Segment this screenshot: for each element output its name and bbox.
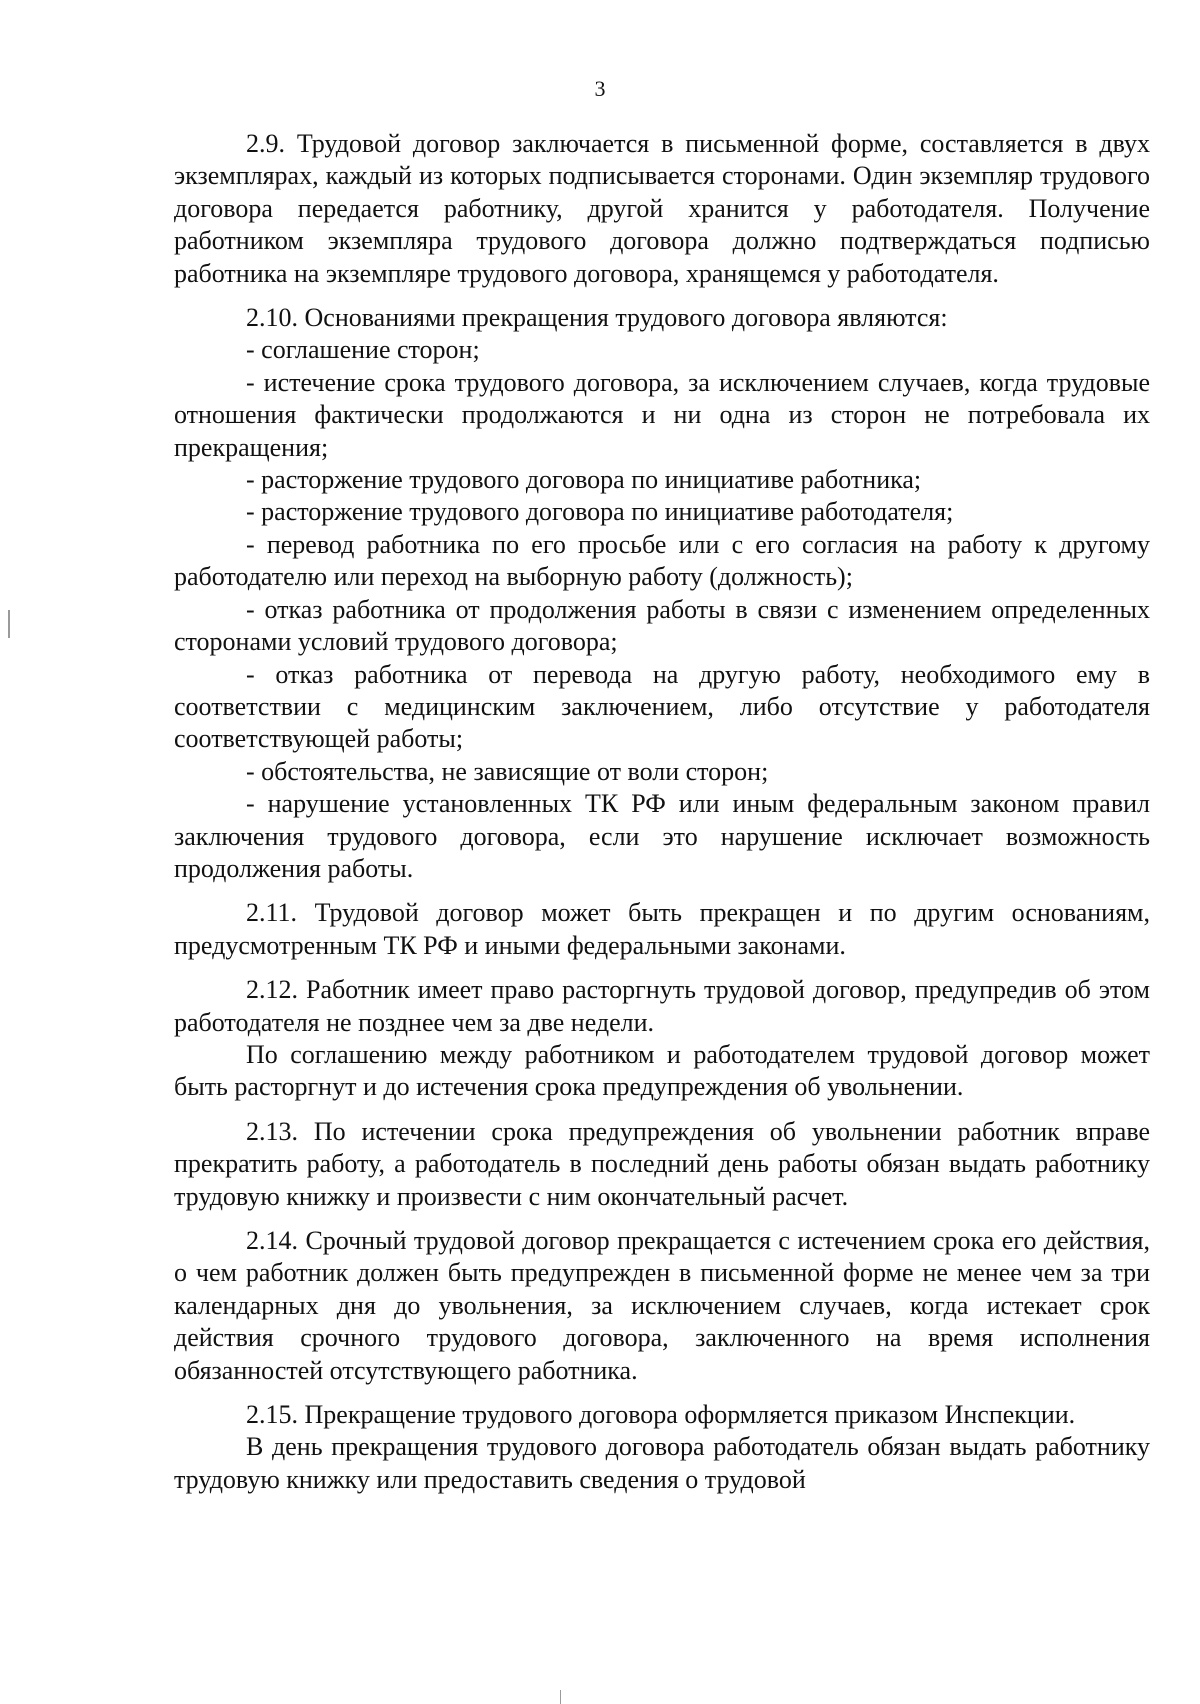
list-item: - перевод работника по его просьбе или с его согласия на работу к другому работодателю или переход на выборную работу (должность); [174, 529, 1150, 592]
paragraph-2-12-continuation: По соглашению между работником и работодателем трудовой договор может быть расторгнут и до истечения срока предупреждения об увольнении. [174, 1039, 1150, 1102]
scan-artifact-mark [8, 610, 10, 638]
list-item: - нарушение установленных ТК РФ или иным федеральным законом правил заключения трудового договора, если это нарушение исключает возможность продолжения работы. [174, 789, 1150, 883]
paragraph-2-9: 2.9. Трудовой договор заключается в письменной форме, составляется в двух экземплярах, каждый из которых подписывается сторонами. Один экземпляр трудового договора передается работнику, другой хранится у работодателя. Получение работником экземпляра трудового договора должно подтверждаться подписью работника на экземпляре трудового договора, хранящемся у работодателя. [174, 129, 1150, 288]
list-item: - обстоятельства, не зависящие от воли сторон; [246, 756, 769, 786]
page-number: 3 [594, 76, 606, 101]
list-item: - отказ работника от продолжения работы в связи с изменением определенных сторонами условий трудового договора; [174, 594, 1150, 657]
paragraph-2-15-continuation: В день прекращения трудового договора работодатель обязан выдать работнику трудовую книжку или предоставить сведения о трудовой [174, 1432, 1150, 1494]
list-item: - истечение срока трудового договора, за исключением случаев, когда трудовые отношения фактически продолжаются и ни одна из сторон не потребовала их прекращения; [174, 367, 1150, 462]
scan-artifact-mark [560, 1690, 561, 1704]
paragraph-2-15: 2.15. Прекращение трудового договора оформляется приказом Инспекции. [246, 1400, 1076, 1430]
paragraph-2-13: 2.13. По истечении срока предупреждения об увольнении работник вправе прекратить работу, а работодатель в последний день работы обязан выдать работнику трудовую книжку и произвести с ним окончательный расчет. [174, 1116, 1150, 1211]
list-item: - отказ работника от перевода на другую работу, необходимого ему в соответствии с медицинским заключением, либо отсутствие у работодателя соответствующей работы; [174, 659, 1150, 754]
document-body [174, 128, 1150, 1496]
paragraph-2-14: 2.14. Срочный трудовой договор прекращается с истечением срока его действия, о чем работник должен быть предупрежден в письменной форме не менее чем за три календарных дня до увольнения, за исключением случаев, когда истекает срок действия срочного трудового договора, заключенного на время исполнения обязанностей отсутствующего работника. [174, 1226, 1150, 1385]
paragraph-2-10: 2.10. Основаниями прекращения трудового договора являются: [246, 303, 948, 333]
paragraph-2-11: 2.11. Трудовой договор может быть прекращен и по другим основаниям, предусмотренным ТК РФ и иными федеральными законами. [174, 898, 1150, 960]
list-item: - расторжение трудового договора по инициативе работодателя; [246, 497, 954, 527]
list-item: - расторжение трудового договора по инициативе работника; [246, 465, 922, 495]
list-item: - соглашение сторон; [246, 335, 480, 365]
paragraph-2-12: 2.12. Работник имеет право расторгнуть трудовой договор, предупредив об этом работодателя не позднее чем за две недели. [174, 975, 1150, 1037]
